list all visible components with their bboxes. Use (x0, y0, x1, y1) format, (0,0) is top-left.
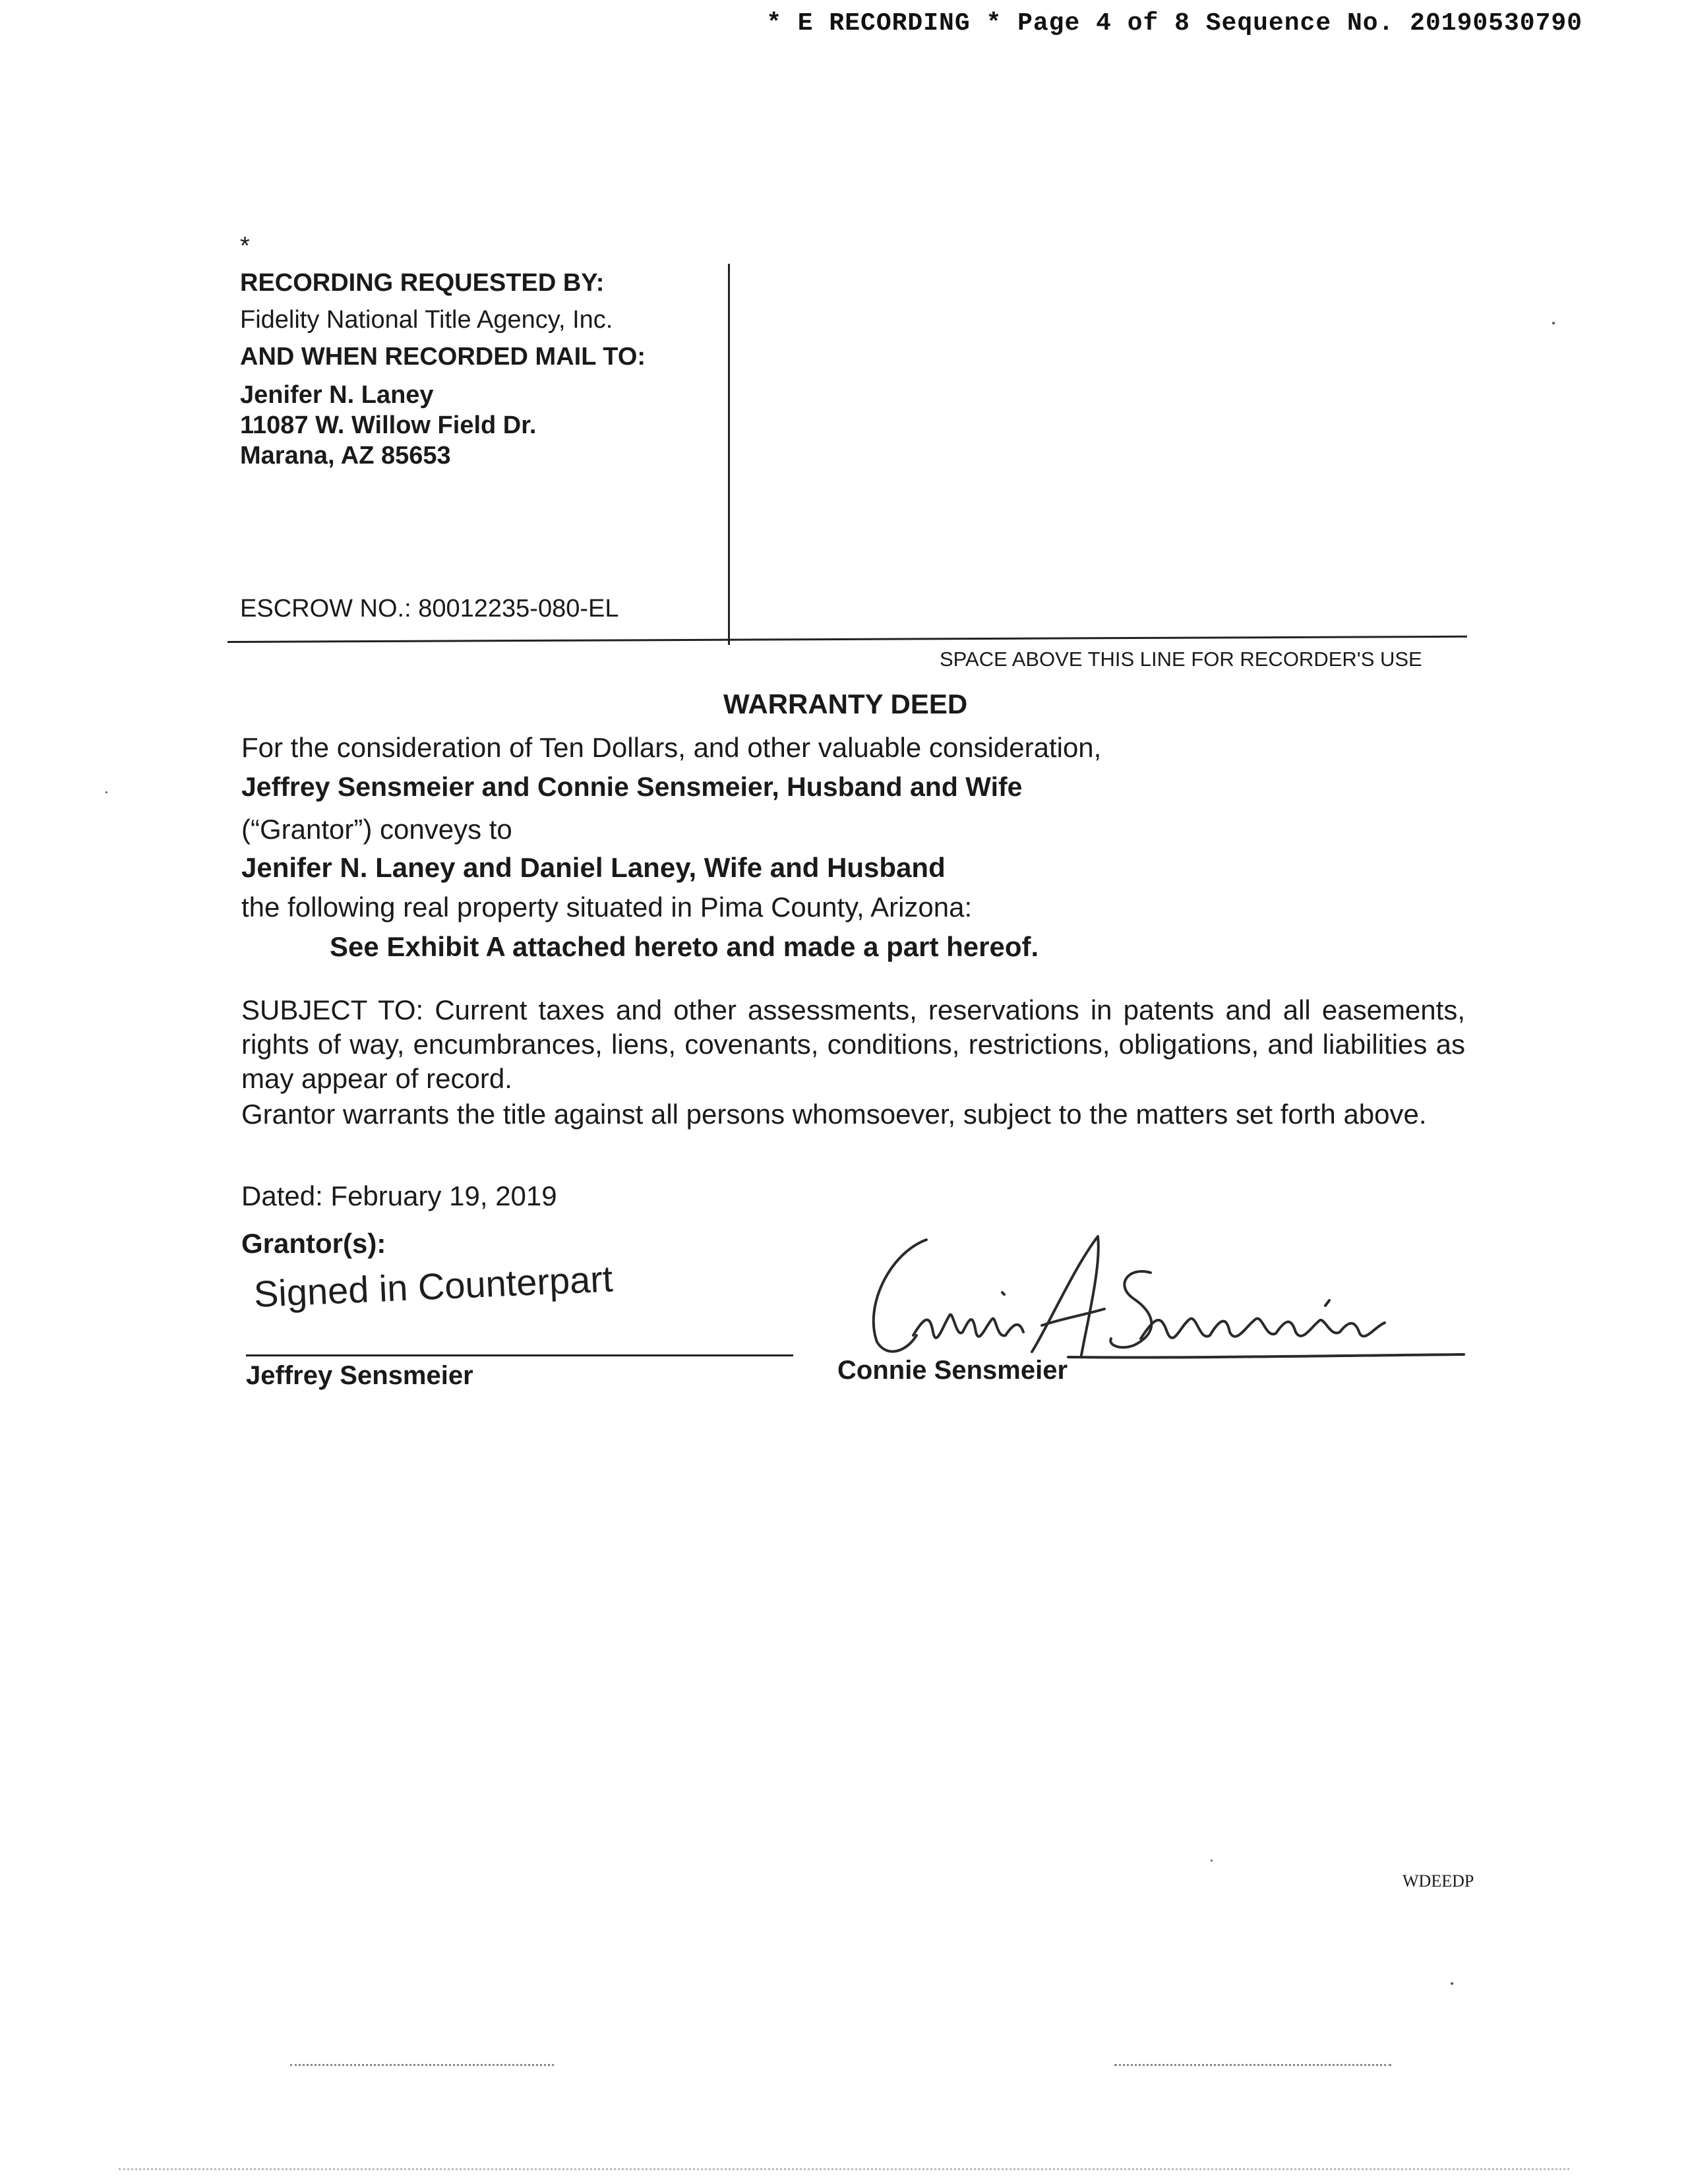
scan-noise-line (290, 2064, 554, 2067)
grantee-names: Jenifer N. Laney and Daniel Laney, Wife and Husband (241, 852, 946, 883)
scan-speck (106, 791, 107, 793)
signed-in-counterpart-stamp: Signed in Counterpart (253, 1258, 614, 1315)
recording-header: * E RECORDING * Page 4 of 8 Sequence No. 20190530790 (766, 9, 1582, 38)
signer1-name: Jeffrey Sensmeier (246, 1361, 473, 1390)
grantors-label: Grantor(s): (241, 1228, 386, 1259)
deed-title: WARRANTY DEED (723, 688, 968, 719)
exhibit-reference: See Exhibit A attached hereto and made a part hereof. (330, 931, 1039, 962)
mail-name: Jenifer N. Laney (240, 381, 434, 409)
connie-signature (851, 1227, 1477, 1365)
dated-line: Dated: February 19, 2019 (241, 1180, 557, 1211)
grantor-names: Jeffrey Sensmeier and Connie Sensmeier, Husband and Wife (241, 772, 1023, 802)
warranty-paragraph: Grantor warrants the title against all persons whomsoever, subject to the matters set forth above. (241, 1099, 1427, 1130)
requested-by-label: RECORDING REQUESTED BY: (240, 269, 605, 297)
signature-line-jeffrey (246, 1354, 793, 1356)
mail-to-label: AND WHEN RECORDED MAIL TO: (240, 343, 646, 371)
asterisk-mark: * (240, 232, 250, 260)
recorder-space-line (227, 636, 1467, 643)
scan-speck (1451, 1982, 1453, 1985)
consideration-text: For the consideration of Ten Dollars, and other valuable consideration, (241, 732, 1102, 763)
scan-speck (1552, 322, 1555, 324)
scan-noise-line (1114, 2064, 1391, 2067)
mail-address-line2: Marana, AZ 85653 (240, 442, 451, 470)
recorder-note: SPACE ABOVE THIS LINE FOR RECORDER'S USE (940, 648, 1422, 671)
requested-by-value: Fidelity National Title Agency, Inc. (240, 306, 613, 334)
scan-speck (1211, 1860, 1213, 1862)
signer2-name: Connie Sensmeier (837, 1356, 1068, 1385)
mail-address-line1: 11087 W. Willow Field Dr. (240, 411, 537, 439)
recording-box-divider (728, 264, 730, 645)
form-code: WDEEDP (1402, 1871, 1474, 1891)
property-location: the following real property situated in Pima County, Arizona: (241, 892, 973, 923)
escrow-number: ESCROW NO.: 80012235-080-EL (240, 595, 619, 622)
grantor-conveys: (“Grantor”) conveys to (241, 814, 512, 845)
scan-noise-line (119, 2168, 1569, 2171)
subject-to-paragraph: SUBJECT TO: Current taxes and other assessments, reservations in patents and all easements, rights of way, encumbrances, liens, covenants, conditions, restrictions, obligations, and liabilities as may appear of record. (241, 994, 1465, 1094)
